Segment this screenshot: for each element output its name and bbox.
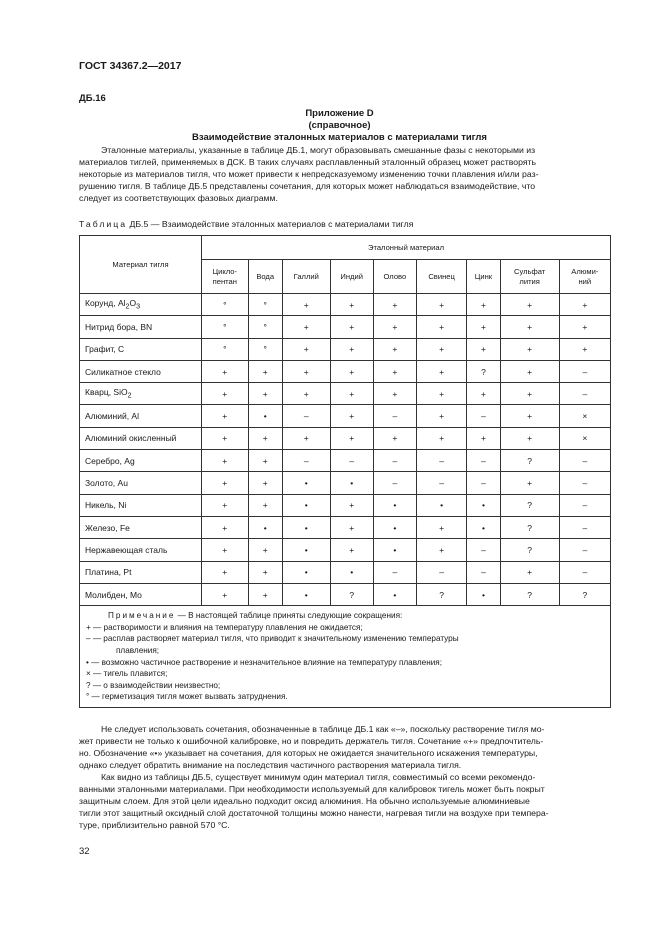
material-name: Серебро, Ag [80, 450, 202, 472]
table-note [80, 606, 611, 708]
table-cell: + [467, 294, 501, 316]
material-name: Нитрид бора, BN [80, 316, 202, 338]
text-line: ванными эталонными материалами. При необходимости используемый для калибровок тигель может быть покрыт [79, 784, 545, 794]
text-line: некоторые из материалов тигля, что может привести к непредсказуемому изменению точки плавления и/или раз- [79, 169, 539, 179]
table-row [80, 516, 611, 538]
table-cell: + [202, 539, 249, 561]
column-header-line: ний [578, 276, 592, 286]
table-cell: + [330, 427, 373, 449]
table-cell: + [248, 472, 282, 494]
column-header [500, 260, 559, 294]
text-line: Не следует использовать сочетания, обозначенные в таблице ДБ.1 как «–», поскольку растворение тигля мо- [101, 724, 545, 734]
table-cell: ? [467, 360, 501, 382]
table-cell: + [202, 516, 249, 538]
table-cell: • [467, 516, 501, 538]
note-line: ? — о взаимодействии неизвестно; [86, 680, 221, 690]
table-cell: – [559, 516, 610, 538]
column-header-line: Цикло- [212, 266, 238, 276]
table-cell: • [248, 405, 282, 427]
table-cell: + [500, 294, 559, 316]
materials-table [79, 235, 611, 708]
material-name: Алюминий окисленный [80, 427, 202, 449]
table-cell: • [467, 494, 501, 516]
table-cell: + [416, 539, 466, 561]
table-cell: + [248, 561, 282, 583]
table-cell: ? [416, 583, 466, 605]
text-line: следует из соответствующих фазовых диаграмм. [79, 193, 278, 203]
table-cell: + [248, 583, 282, 605]
material-name: Алюминий, Al [80, 405, 202, 427]
table-cell: + [282, 294, 330, 316]
column-header-line: Свинец [428, 271, 455, 281]
table-cell: – [373, 472, 416, 494]
column-header [416, 260, 466, 294]
table-row [80, 338, 611, 360]
table-cell: – [416, 472, 466, 494]
note-label: Примечание [108, 611, 176, 621]
text-line: Эталонные материалы, указанные в таблице ДБ.1, могут образовывать смешанные фазы с некоторыми из [101, 145, 536, 155]
table-cell: + [416, 405, 466, 427]
text-line: защитным слоем. Для этой цели идеально подходит оксид алюминия. На обычно используемые алюминиевые [79, 796, 530, 806]
table-cell: + [373, 427, 416, 449]
table-cell: + [248, 383, 282, 405]
text-line: жет привести не только к ошибочной калибровке, но и повредить держатель тигля. Сочетание «+» предпочтитель- [79, 736, 544, 746]
note-line: ° — герметизация тигля может вызвать затруднения. [86, 692, 288, 702]
table-cell: – [373, 405, 416, 427]
column-header [373, 260, 416, 294]
table-row [80, 561, 611, 583]
table-row [80, 383, 611, 405]
table-caption-text: ДБ.5 — Взаимодействие эталонных материалов с материалами тигля [127, 219, 414, 229]
table-cell: – [559, 539, 610, 561]
table-cell: ? [500, 516, 559, 538]
text-line: рушению тигля. В таблице ДБ.5 представлены сочетания, для которых может наблюдаться взаимодействие, что [79, 181, 536, 191]
material-name: Силикатное стекло [80, 360, 202, 382]
table-cell: • [282, 539, 330, 561]
material-name: Графит, C [80, 338, 202, 360]
column-header [248, 260, 282, 294]
table-cell: + [282, 338, 330, 360]
table-cell: • [330, 561, 373, 583]
note-line: • — возможно частичное растворение и незначительное влияние на температуру плавления; [86, 657, 443, 667]
table-cell: – [373, 450, 416, 472]
table-cell: ° [248, 294, 282, 316]
page-number: 32 [79, 846, 90, 857]
table-cell: + [500, 427, 559, 449]
intro-paragraph [79, 144, 614, 204]
table-row [80, 583, 611, 605]
table-cell: – [416, 450, 466, 472]
table-cell: + [282, 427, 330, 449]
table-cell: – [373, 561, 416, 583]
table-cell: ? [500, 583, 559, 605]
table-cell: × [559, 405, 610, 427]
column-header-line: Олово [383, 271, 407, 281]
table-cell: – [559, 494, 610, 516]
note-line: плавления; [116, 645, 160, 655]
note-intro: — В настоящей таблице приняты следующие сокращения: [175, 611, 403, 621]
table-cell: ? [500, 450, 559, 472]
material-name: Молибден, Mo [80, 583, 202, 605]
table-cell: + [416, 338, 466, 360]
column-header-line: пентан [212, 276, 237, 286]
table-cell: + [500, 561, 559, 583]
table-cell: – [467, 472, 501, 494]
table-cell: + [282, 316, 330, 338]
table-cell: + [500, 405, 559, 427]
column-header-line: Вода [256, 271, 275, 281]
text-line: тигли этот защитный оксидный слой достаточной толщины можно нанести, нагревая тигли на воздухе при темпера- [79, 808, 549, 818]
subscript: 2 [127, 392, 132, 401]
table-cell: • [282, 561, 330, 583]
table-cell: – [282, 450, 330, 472]
table-row [80, 450, 611, 472]
table-cell: + [202, 427, 249, 449]
table-caption [79, 219, 413, 229]
table-cell: + [416, 383, 466, 405]
text-line: туре, приблизительно равной 570 °С. [79, 820, 230, 830]
table-cell: + [248, 450, 282, 472]
appendix-title: Приложение D [305, 108, 374, 119]
table-cell: • [282, 583, 330, 605]
material-name: Кварц, SiO$_2$ [80, 383, 202, 405]
paragraph-crucible-choice [79, 771, 614, 831]
table-cell: + [330, 516, 373, 538]
reference-material-header: Эталонный материал [202, 236, 611, 260]
table-cell: • [282, 494, 330, 516]
table-row [80, 360, 611, 382]
material-name: Корунд, $Al_2O_3$ [80, 294, 202, 316]
table-cell: + [500, 338, 559, 360]
table-cell: + [330, 294, 373, 316]
material-column-header: Материал тигля [80, 236, 202, 294]
column-header-line: Галлий [293, 271, 319, 281]
table-cell: + [330, 360, 373, 382]
table-cell: • [282, 516, 330, 538]
table-row [80, 405, 611, 427]
table-cell: ? [559, 583, 610, 605]
table-cell: + [559, 316, 610, 338]
text-line: однако следует обратить внимание на последствия частичного растворения материала тигля. [79, 760, 462, 770]
paragraph-combinations [79, 723, 614, 771]
material-name: Платина, Pt [80, 561, 202, 583]
appendix-subtitle: (справочное) [308, 120, 371, 131]
table-row [80, 316, 611, 338]
table-cell: • [373, 516, 416, 538]
table-cell: ? [500, 539, 559, 561]
table-cell: ° [202, 294, 249, 316]
table-cell: – [559, 450, 610, 472]
table-cell: + [467, 316, 501, 338]
table-cell: + [202, 583, 249, 605]
table-cell: • [282, 472, 330, 494]
table-caption-label: Таблица [79, 219, 128, 229]
table-cell: + [500, 383, 559, 405]
note-line [86, 610, 604, 622]
table-cell: + [559, 294, 610, 316]
table-cell: ° [202, 316, 249, 338]
note-line: – — расплав растворяет материал тигля, что приводит к значительному изменению температуры [86, 634, 459, 644]
table-cell: – [467, 405, 501, 427]
section-id: ДБ.16 [79, 93, 106, 104]
table-cell: + [416, 427, 466, 449]
table-cell: + [373, 338, 416, 360]
table-cell: – [467, 539, 501, 561]
table-cell: + [416, 294, 466, 316]
column-header-line: Сульфат [514, 266, 546, 276]
table-cell: + [467, 427, 501, 449]
material-name: Железо, Fe [80, 516, 202, 538]
table-cell: ° [248, 316, 282, 338]
note-line: × — тигель плавится; [86, 669, 168, 679]
table-cell: + [202, 494, 249, 516]
column-header [559, 260, 610, 294]
note-line: + — растворимости и влияния на температуру плавления не ожидается; [86, 622, 363, 632]
table-cell: + [416, 316, 466, 338]
column-header-line: Индий [340, 271, 363, 281]
column-header [282, 260, 330, 294]
table-cell: • [467, 583, 501, 605]
table-cell: ° [202, 338, 249, 360]
table-cell: + [202, 383, 249, 405]
table-cell: • [373, 494, 416, 516]
table-cell: – [467, 561, 501, 583]
table-cell: – [282, 405, 330, 427]
table-cell: + [282, 360, 330, 382]
table-cell: + [330, 338, 373, 360]
table-note-row [80, 606, 611, 708]
table-cell: + [330, 405, 373, 427]
table-cell: – [559, 383, 610, 405]
table-row [80, 494, 611, 516]
document-header: ГОСТ 34367.2—2017 [79, 60, 182, 72]
column-header-line: Цинк [474, 271, 493, 281]
table-cell: ° [248, 338, 282, 360]
table-cell: + [373, 294, 416, 316]
table-cell: + [248, 360, 282, 382]
table-cell: + [202, 472, 249, 494]
table-row [80, 539, 611, 561]
table-cell: ? [500, 494, 559, 516]
table-cell: + [373, 316, 416, 338]
column-header-line: Алюми- [571, 266, 599, 276]
table-cell: + [467, 383, 501, 405]
table-cell: • [248, 516, 282, 538]
table-cell: + [202, 360, 249, 382]
table-cell: • [373, 583, 416, 605]
table-row [80, 472, 611, 494]
table-cell: • [373, 539, 416, 561]
table-cell: + [500, 360, 559, 382]
table-cell: + [416, 516, 466, 538]
table-cell: + [330, 539, 373, 561]
subscript: 2 [125, 302, 130, 311]
table-cell: + [330, 316, 373, 338]
table-cell: + [202, 561, 249, 583]
table-cell: – [330, 450, 373, 472]
subscript: 3 [136, 302, 140, 311]
text-line: но. Обозначение «•» указывает на сочетания, для которых не ожидается значительного искажения температуры, [79, 748, 538, 758]
table-cell: – [559, 472, 610, 494]
table-cell: + [467, 338, 501, 360]
column-header [467, 260, 501, 294]
table-cell: + [500, 472, 559, 494]
table-cell: – [416, 561, 466, 583]
table-cell: × [559, 427, 610, 449]
table-cell: – [559, 561, 610, 583]
table-cell: + [330, 383, 373, 405]
table-cell: ? [330, 583, 373, 605]
column-header [202, 260, 249, 294]
column-header-line: лития [519, 276, 540, 286]
table-cell: + [500, 316, 559, 338]
table-cell: + [202, 450, 249, 472]
appendix-heading: Взаимодействие эталонных материалов с материалами тигля [192, 132, 487, 143]
table-cell: + [559, 338, 610, 360]
text-line: материалов тиглей, применяемых в ДСК. В таких случаях расплавленный эталонный образец может растворять [79, 157, 537, 167]
table-row [80, 294, 611, 316]
text-line: Как видно из таблицы ДБ.5, существует минимум один материал тигля, совместимый со всеми рекомендо- [101, 772, 536, 782]
table-cell: – [559, 360, 610, 382]
table-cell: + [202, 405, 249, 427]
table-cell: – [467, 450, 501, 472]
table-cell: + [416, 360, 466, 382]
table-cell: + [373, 360, 416, 382]
table-cell: + [373, 383, 416, 405]
table-cell: + [282, 383, 330, 405]
table-cell: + [248, 494, 282, 516]
column-header [330, 260, 373, 294]
table-cell: + [248, 427, 282, 449]
table-cell: • [330, 472, 373, 494]
table-cell: + [330, 494, 373, 516]
material-name: Никель, Ni [80, 494, 202, 516]
material-name: Золото, Au [80, 472, 202, 494]
material-name: Нержавеющая сталь [80, 539, 202, 561]
table-cell: + [248, 539, 282, 561]
table-row [80, 427, 611, 449]
table-cell: • [416, 494, 466, 516]
